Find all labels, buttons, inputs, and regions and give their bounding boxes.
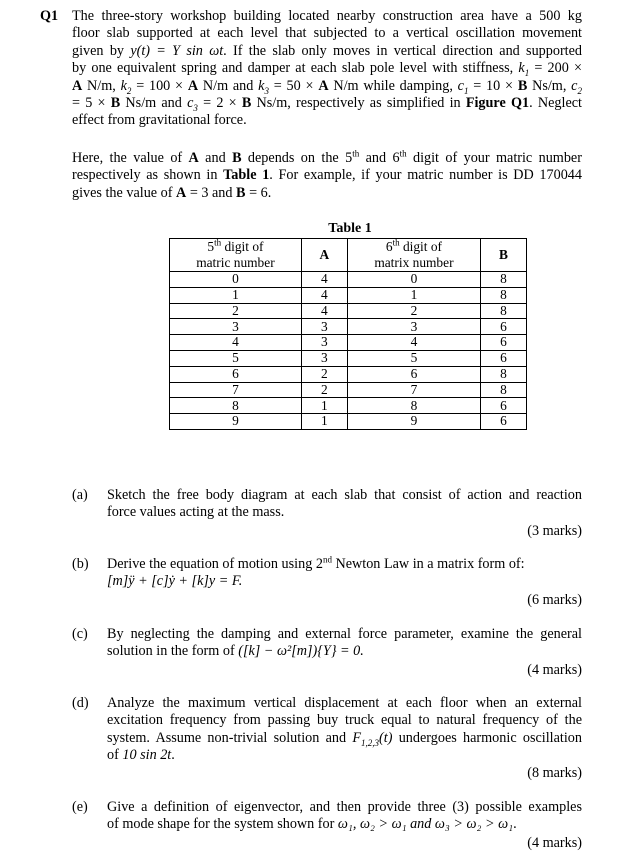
part-c-label: (c) — [72, 626, 88, 642]
cell-b-value: 8 — [481, 287, 527, 303]
cell-6th-digit: 9 — [347, 414, 480, 430]
part-c-line-2: solution in the form of ([k] − ω²[m]){Y} = 0. — [107, 643, 364, 660]
intro-line-2: floor slab supported at each level that subjected to a vertical oscillation movement — [72, 25, 582, 42]
cell-b-value: 8 — [481, 303, 527, 319]
cell-b-value: 8 — [481, 382, 527, 398]
cell-5th-digit: 3 — [170, 319, 302, 335]
text: given by — [72, 42, 131, 59]
cell-5th-digit: 1 — [170, 287, 302, 303]
cell-5th-digit: 2 — [170, 303, 302, 319]
harmonic-force: 10 sin 2t — [122, 747, 172, 764]
cell-6th-digit: 5 — [347, 350, 480, 366]
cell-b-value: 6 — [481, 414, 527, 430]
cell-5th-digit: 7 — [170, 382, 302, 398]
cell-6th-digit: 2 — [347, 303, 480, 319]
cell-b-value: 8 — [481, 272, 527, 288]
para2-line-3: gives the value of A = 3 and B = 6. — [72, 184, 272, 201]
cell-6th-digit: 7 — [347, 382, 480, 398]
cell-6th-digit: 1 — [347, 287, 480, 303]
intro-line-3 — [72, 43, 582, 60]
table-row — [170, 319, 527, 335]
table-reference: Table 1 — [223, 167, 270, 184]
cell-b-value: 6 — [481, 398, 527, 414]
part-c-line-1: By neglecting the damping and external force parameter, examine the general — [107, 626, 582, 642]
cell-a-value: 2 — [301, 382, 347, 398]
cell-a-value: 1 — [301, 398, 347, 414]
para2-line-1: Here, the value of A and B depends on the 5th and 6th digit of your matric number — [72, 148, 582, 166]
part-a-line-1: Sketch the free body diagram at each slab that consist of action and reaction — [107, 487, 582, 503]
cell-b-value: 8 — [481, 366, 527, 382]
table-row — [170, 287, 527, 303]
part-d-line-4: of 10 sin 2t. — [107, 747, 175, 764]
table-row — [170, 272, 527, 288]
part-c-marks: (4 marks) — [527, 662, 582, 678]
part-a-text — [107, 487, 582, 522]
part-a-marks: (3 marks) — [527, 523, 582, 539]
frequency-ordering: ω₁, ω₂ > ω₁ and ω₃ > ω₂ > ω₁ — [337, 816, 514, 833]
header-b: B — [481, 239, 527, 272]
cell-b-value: 6 — [481, 319, 527, 335]
part-d-text — [107, 695, 582, 765]
cell-a-value: 4 — [301, 272, 347, 288]
cell-6th-digit: 3 — [347, 319, 480, 335]
cell-b-value: 6 — [481, 335, 527, 351]
cell-5th-digit: 4 — [170, 335, 302, 351]
cell-a-value: 3 — [301, 335, 347, 351]
cell-5th-digit: 6 — [170, 366, 302, 382]
text: = 200 × — [529, 60, 582, 77]
cell-6th-digit: 8 — [347, 398, 480, 414]
part-a-label: (a) — [72, 487, 88, 503]
eigen-equation: ([k] − ω²[m]){Y} = 0. — [238, 643, 364, 660]
oscillation-equation: y(t) = Y sin ωt — [130, 42, 224, 59]
text: by one equivalent spring and damper at each slab pole level with stiffness, — [72, 60, 519, 77]
part-d-line-1: Analyze the maximum vertical displacement at each floor when an external — [107, 695, 582, 711]
part-b-text — [107, 556, 582, 591]
intro-line-6: = 5 × B Ns/m and $c_3 = 2 \times B$ Ns/m, respectively as simplified in Figure Q1. Neglect — [72, 95, 582, 113]
cell-a-value: 1 — [301, 414, 347, 430]
table-row — [170, 382, 527, 398]
cell-5th-digit: 0 — [170, 272, 302, 288]
part-a-line-2: force values acting at the mass. — [107, 504, 285, 521]
equation-of-motion: [m]ÿ + [c]ẏ + [k]y = F. — [107, 573, 243, 590]
para2-line-2: respectively as shown in Table 1. For example, if your matric number is DD 170044 — [72, 167, 582, 184]
table-row — [170, 350, 527, 366]
part-e-marks: (4 marks) — [527, 835, 582, 851]
part-b-label: (b) — [72, 556, 89, 572]
header-6th-digit: 6th digit of matrix number — [347, 239, 480, 272]
cell-a-value: 3 — [301, 350, 347, 366]
cell-5th-digit: 5 — [170, 350, 302, 366]
part-c-text — [107, 626, 582, 661]
part-e-line-1: Give a definition of eigenvector, and then provide three (3) possible examples — [107, 799, 582, 815]
table-row — [170, 398, 527, 414]
cell-5th-digit: 9 — [170, 414, 302, 430]
part-b-line-1: Derive the equation of motion using 2nd Newton Law in a matrix form of: — [107, 554, 525, 572]
cell-a-value: 4 — [301, 303, 347, 319]
table-title: Table 1 — [328, 221, 372, 236]
cell-a-value: 4 — [301, 287, 347, 303]
part-d-marks: (8 marks) — [527, 765, 582, 781]
part-e-label: (e) — [72, 799, 88, 815]
part-b-marks: (6 marks) — [527, 592, 582, 608]
part-e-line-2: of mode shape for the system shown for ω₁, ω₂ > ω₁ and ω₃ > ω₂ > ω₁. — [107, 816, 517, 833]
text: . If the slab only moves in vertical direction and supported — [223, 42, 583, 59]
matric-digit-table — [169, 238, 527, 430]
table-row — [170, 414, 527, 430]
table-row — [170, 335, 527, 351]
table-header-row — [170, 239, 527, 272]
matric-instructions — [72, 150, 582, 202]
header-5th-digit: 5th digit of matric number — [170, 239, 302, 272]
cell-6th-digit: 4 — [347, 335, 480, 351]
part-d-line-2: excitation frequency from passing buy truck equal to natural frequency of the — [107, 712, 582, 729]
question-number: Q1 — [40, 8, 59, 24]
table-body — [170, 272, 527, 430]
cell-b-value: 6 — [481, 350, 527, 366]
header-a: A — [301, 239, 347, 272]
question-intro — [72, 8, 582, 130]
cell-6th-digit: 0 — [347, 272, 480, 288]
figure-reference: Figure Q1 — [465, 95, 530, 112]
k1-symbol: $k_1$ — [518, 60, 530, 79]
intro-line-7: effect from gravitational force. — [72, 112, 247, 129]
table-row — [170, 366, 527, 382]
cell-6th-digit: 6 — [347, 366, 480, 382]
cell-a-value: 2 — [301, 366, 347, 382]
table-row — [170, 303, 527, 319]
part-d-label: (d) — [72, 695, 89, 711]
intro-line-5: A N/m, $k_2 = 100 \times A$ N/m and $k_3 = 50 \times A$ N/m while damping, $c_1 = 10 \times B$ Ns/m, $c_2$ — [72, 77, 582, 96]
part-d-line-3: system. Assume non-trivial solution and $F_{1,2,3}(t)$ undergoes harmonic oscillation — [107, 729, 582, 748]
intro-line-1: The three-story workshop building located nearby construction area have a 500 kg — [72, 8, 582, 24]
cell-5th-digit: 8 — [170, 398, 302, 414]
part-e-text — [107, 799, 582, 834]
intro-line-4 — [72, 60, 582, 77]
cell-a-value: 3 — [301, 319, 347, 335]
